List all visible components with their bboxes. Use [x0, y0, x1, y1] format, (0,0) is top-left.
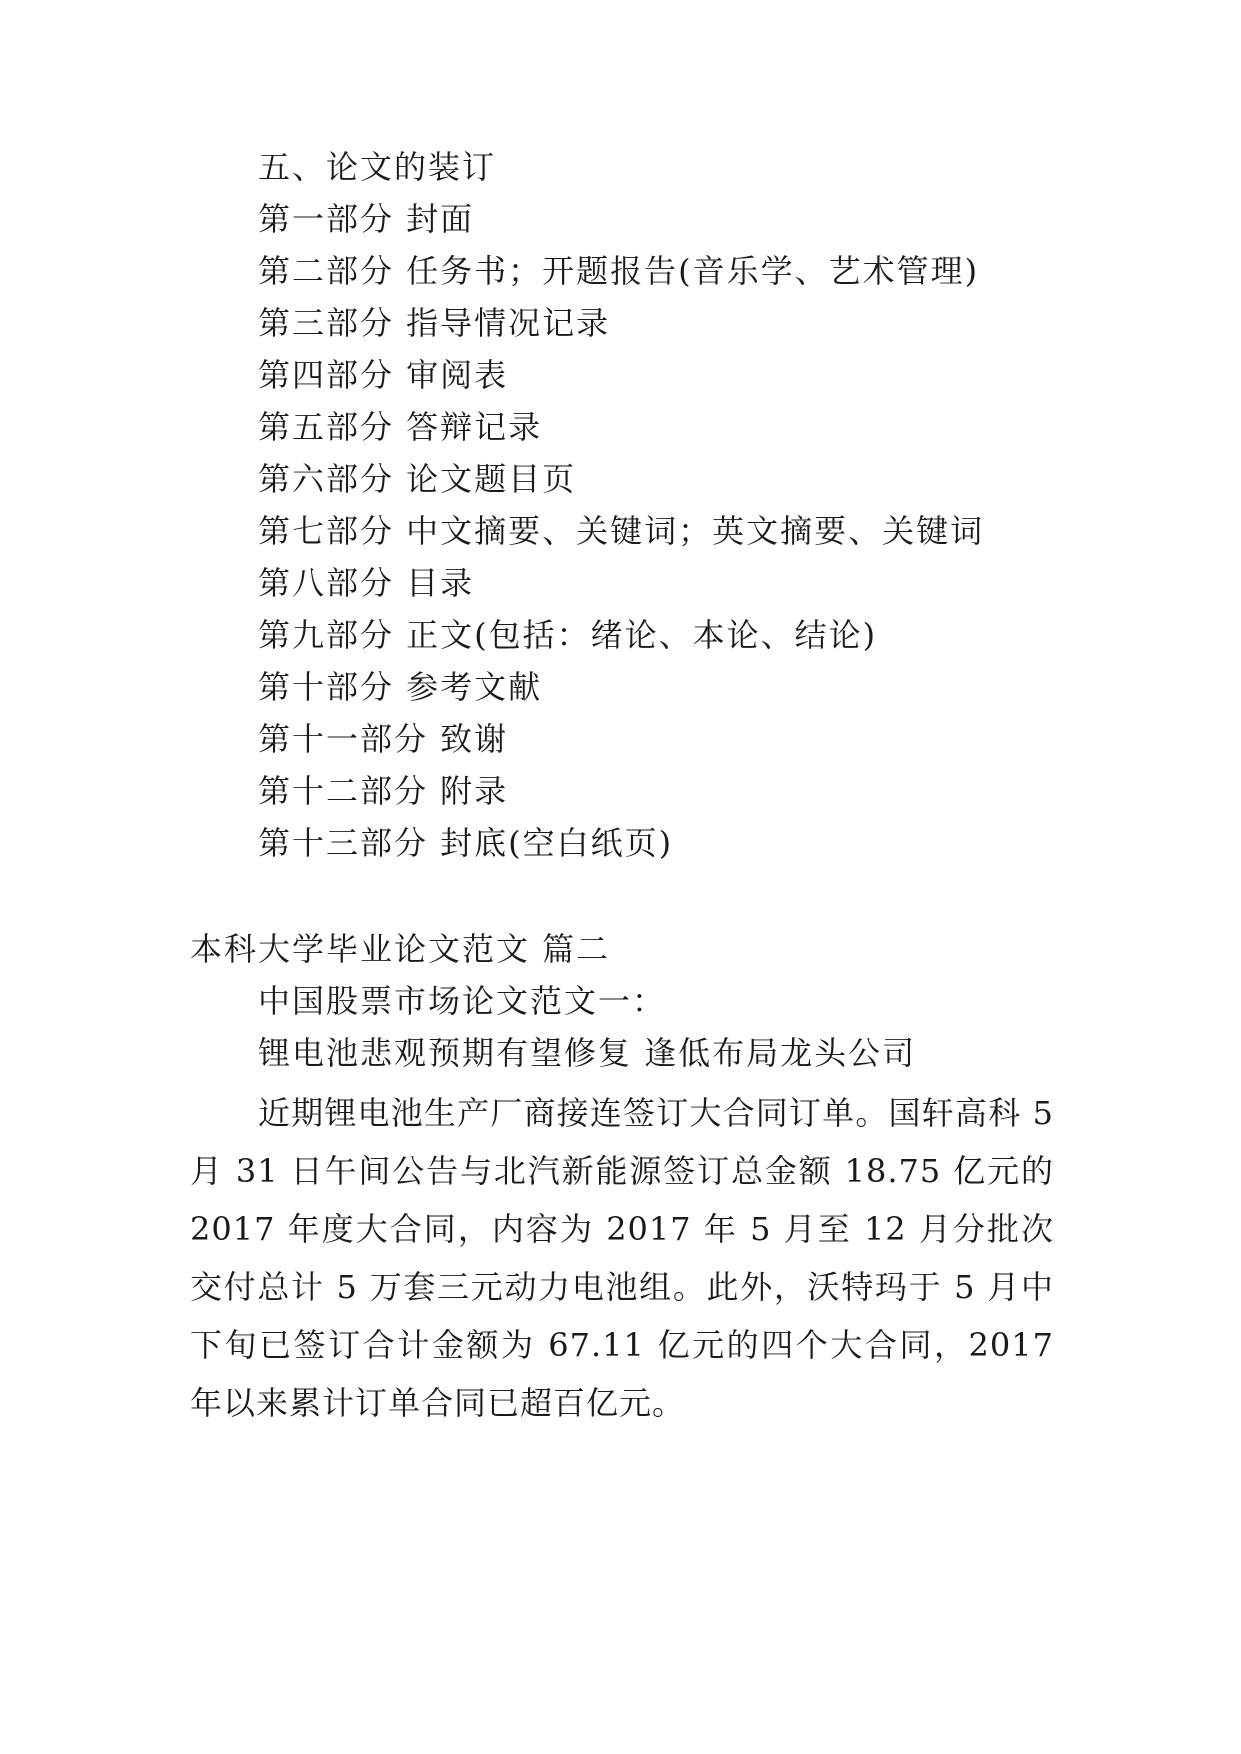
part-item-9: 第九部分 正文(包括：绪论、本论、结论) [258, 616, 878, 654]
part-item-3: 第三部分 指导情况记录 [258, 304, 611, 342]
part-item-7: 第七部分 中文摘要、关键词；英文摘要、关键词 [258, 512, 985, 550]
article-title: 锂电池悲观预期有望修复 逢低布局龙头公司 [258, 1034, 917, 1072]
part-item-5: 第五部分 答辩记录 [258, 408, 543, 446]
section-heading: 五、论文的装订 [258, 148, 497, 186]
part-item-12: 第十二部分 附录 [258, 772, 509, 810]
part-item-8: 第八部分 目录 [258, 564, 475, 602]
part-item-6: 第六部分 论文题目页 [258, 460, 577, 498]
part-item-11: 第十一部分 致谢 [258, 720, 509, 758]
part-item-1: 第一部分 封面 [258, 200, 475, 238]
body-paragraph: 近期锂电池生产厂商接连签订大合同订单。国轩高科 5 月 31 日午间公告与北汽新能源签订总金额 18.75 亿元的 2017 年度大合同，内容为 2017 年 5 月至 12 月分批次交付总计 5 万套三元动力电池组。此外，沃特玛于 5 月中下旬已签订合计金额为 67.11 亿元的四个大合同，2017 年以来累计订单合同已超百亿元。 [190, 1094, 1054, 1422]
part-item-13: 第十三部分 封底(空白纸页) [258, 824, 674, 862]
article-heading: 本科大学毕业论文范文 篇二 [190, 930, 611, 968]
part-item-2: 第二部分 任务书；开题报告(音乐学、艺术管理) [258, 252, 980, 290]
part-item-4: 第四部分 审阅表 [258, 356, 509, 394]
part-item-10: 第十部分 参考文献 [258, 668, 543, 706]
subheading: 中国股票市场论文范文一： [258, 982, 667, 1020]
